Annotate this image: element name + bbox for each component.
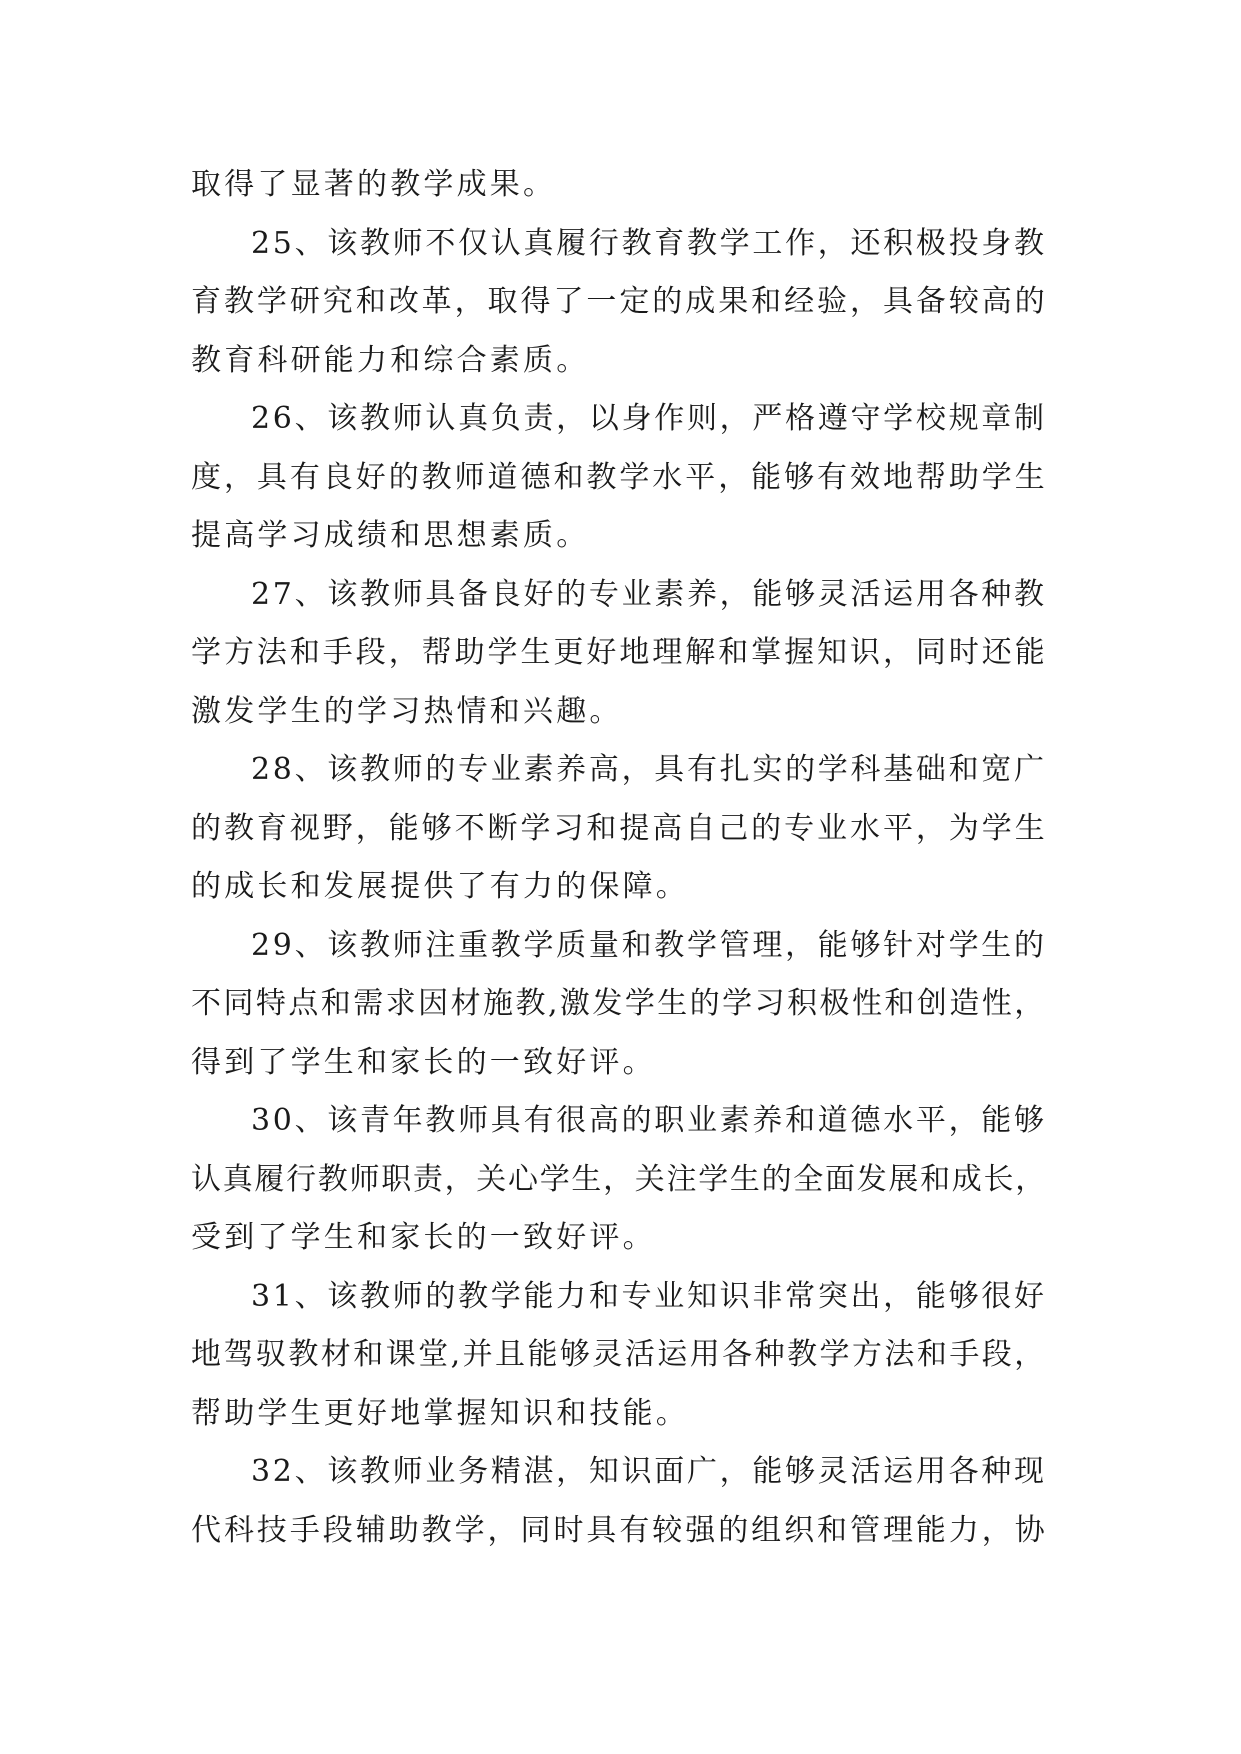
text-line: 育教学研究和改革，取得了一定的成果和经验，具备较高的 (191, 284, 1048, 319)
text-line: 帮助学生更好地掌握知识和技能。 (191, 1395, 689, 1431)
paragraph-start-line: 32、该教师业务精湛，知识面广，能够灵活运用各种现 (251, 1454, 1047, 1489)
text-line: 教育科研能力和综合素质。 (191, 342, 590, 378)
text-line: 学方法和手段，帮助学生更好地理解和掌握知识，同时还能 (191, 635, 1048, 670)
paragraph-start-line: 31、该教师的教学能力和专业知识非常突出，能够很好 (251, 1278, 1047, 1314)
text-line: 地驾驭教材和课堂,并且能够灵活运用各种教学方法和手段， (191, 1337, 1047, 1372)
text-line: 的教育视野，能够不断学习和提高自己的专业水平，为学生 (191, 810, 1048, 846)
paragraph-start-line: 25、该教师不仅认真履行教育教学工作，还积极投身教 (251, 225, 1047, 261)
paragraph-start-line: 30、该青年教师具有很高的职业素养和道德水平，能够 (251, 1103, 1047, 1138)
text-line: 认真履行教师职责，关心学生，关注学生的全面发展和成长， (191, 1161, 1047, 1197)
text-line: 的成长和发展提供了有力的保障。 (191, 869, 689, 904)
text-line: 受到了学生和家长的一致好评。 (191, 1220, 656, 1255)
paragraph-start-line: 28、该教师的专业素养高，具有扎实的学科基础和宽广 (251, 752, 1047, 787)
text-line: 代科技手段辅助教学，同时具有较强的组织和管理能力，协 (191, 1512, 1048, 1548)
document-body (191, 156, 1049, 1560)
text-line: 激发学生的学习热情和兴趣。 (191, 693, 623, 729)
text-line: 度，具有良好的教师道德和教学水平，能够有效地帮助学生 (191, 459, 1048, 495)
paragraph-start-line: 27、该教师具备良好的专业素养，能够灵活运用各种教 (251, 576, 1047, 612)
text-line: 不同特点和需求因材施教,激发学生的学习积极性和创造性， (191, 986, 1047, 1021)
paragraph-start-line: 29、该教师注重教学质量和教学管理，能够针对学生的 (251, 927, 1047, 963)
text-line: 提高学习成绩和思想素质。 (191, 518, 590, 553)
text-line: 得到了学生和家长的一致好评。 (191, 1044, 656, 1080)
text-line: 取得了显著的教学成果。 (191, 167, 557, 202)
paragraph-start-line: 26、该教师认真负责，以身作则，严格遵守学校规章制 (251, 401, 1047, 436)
